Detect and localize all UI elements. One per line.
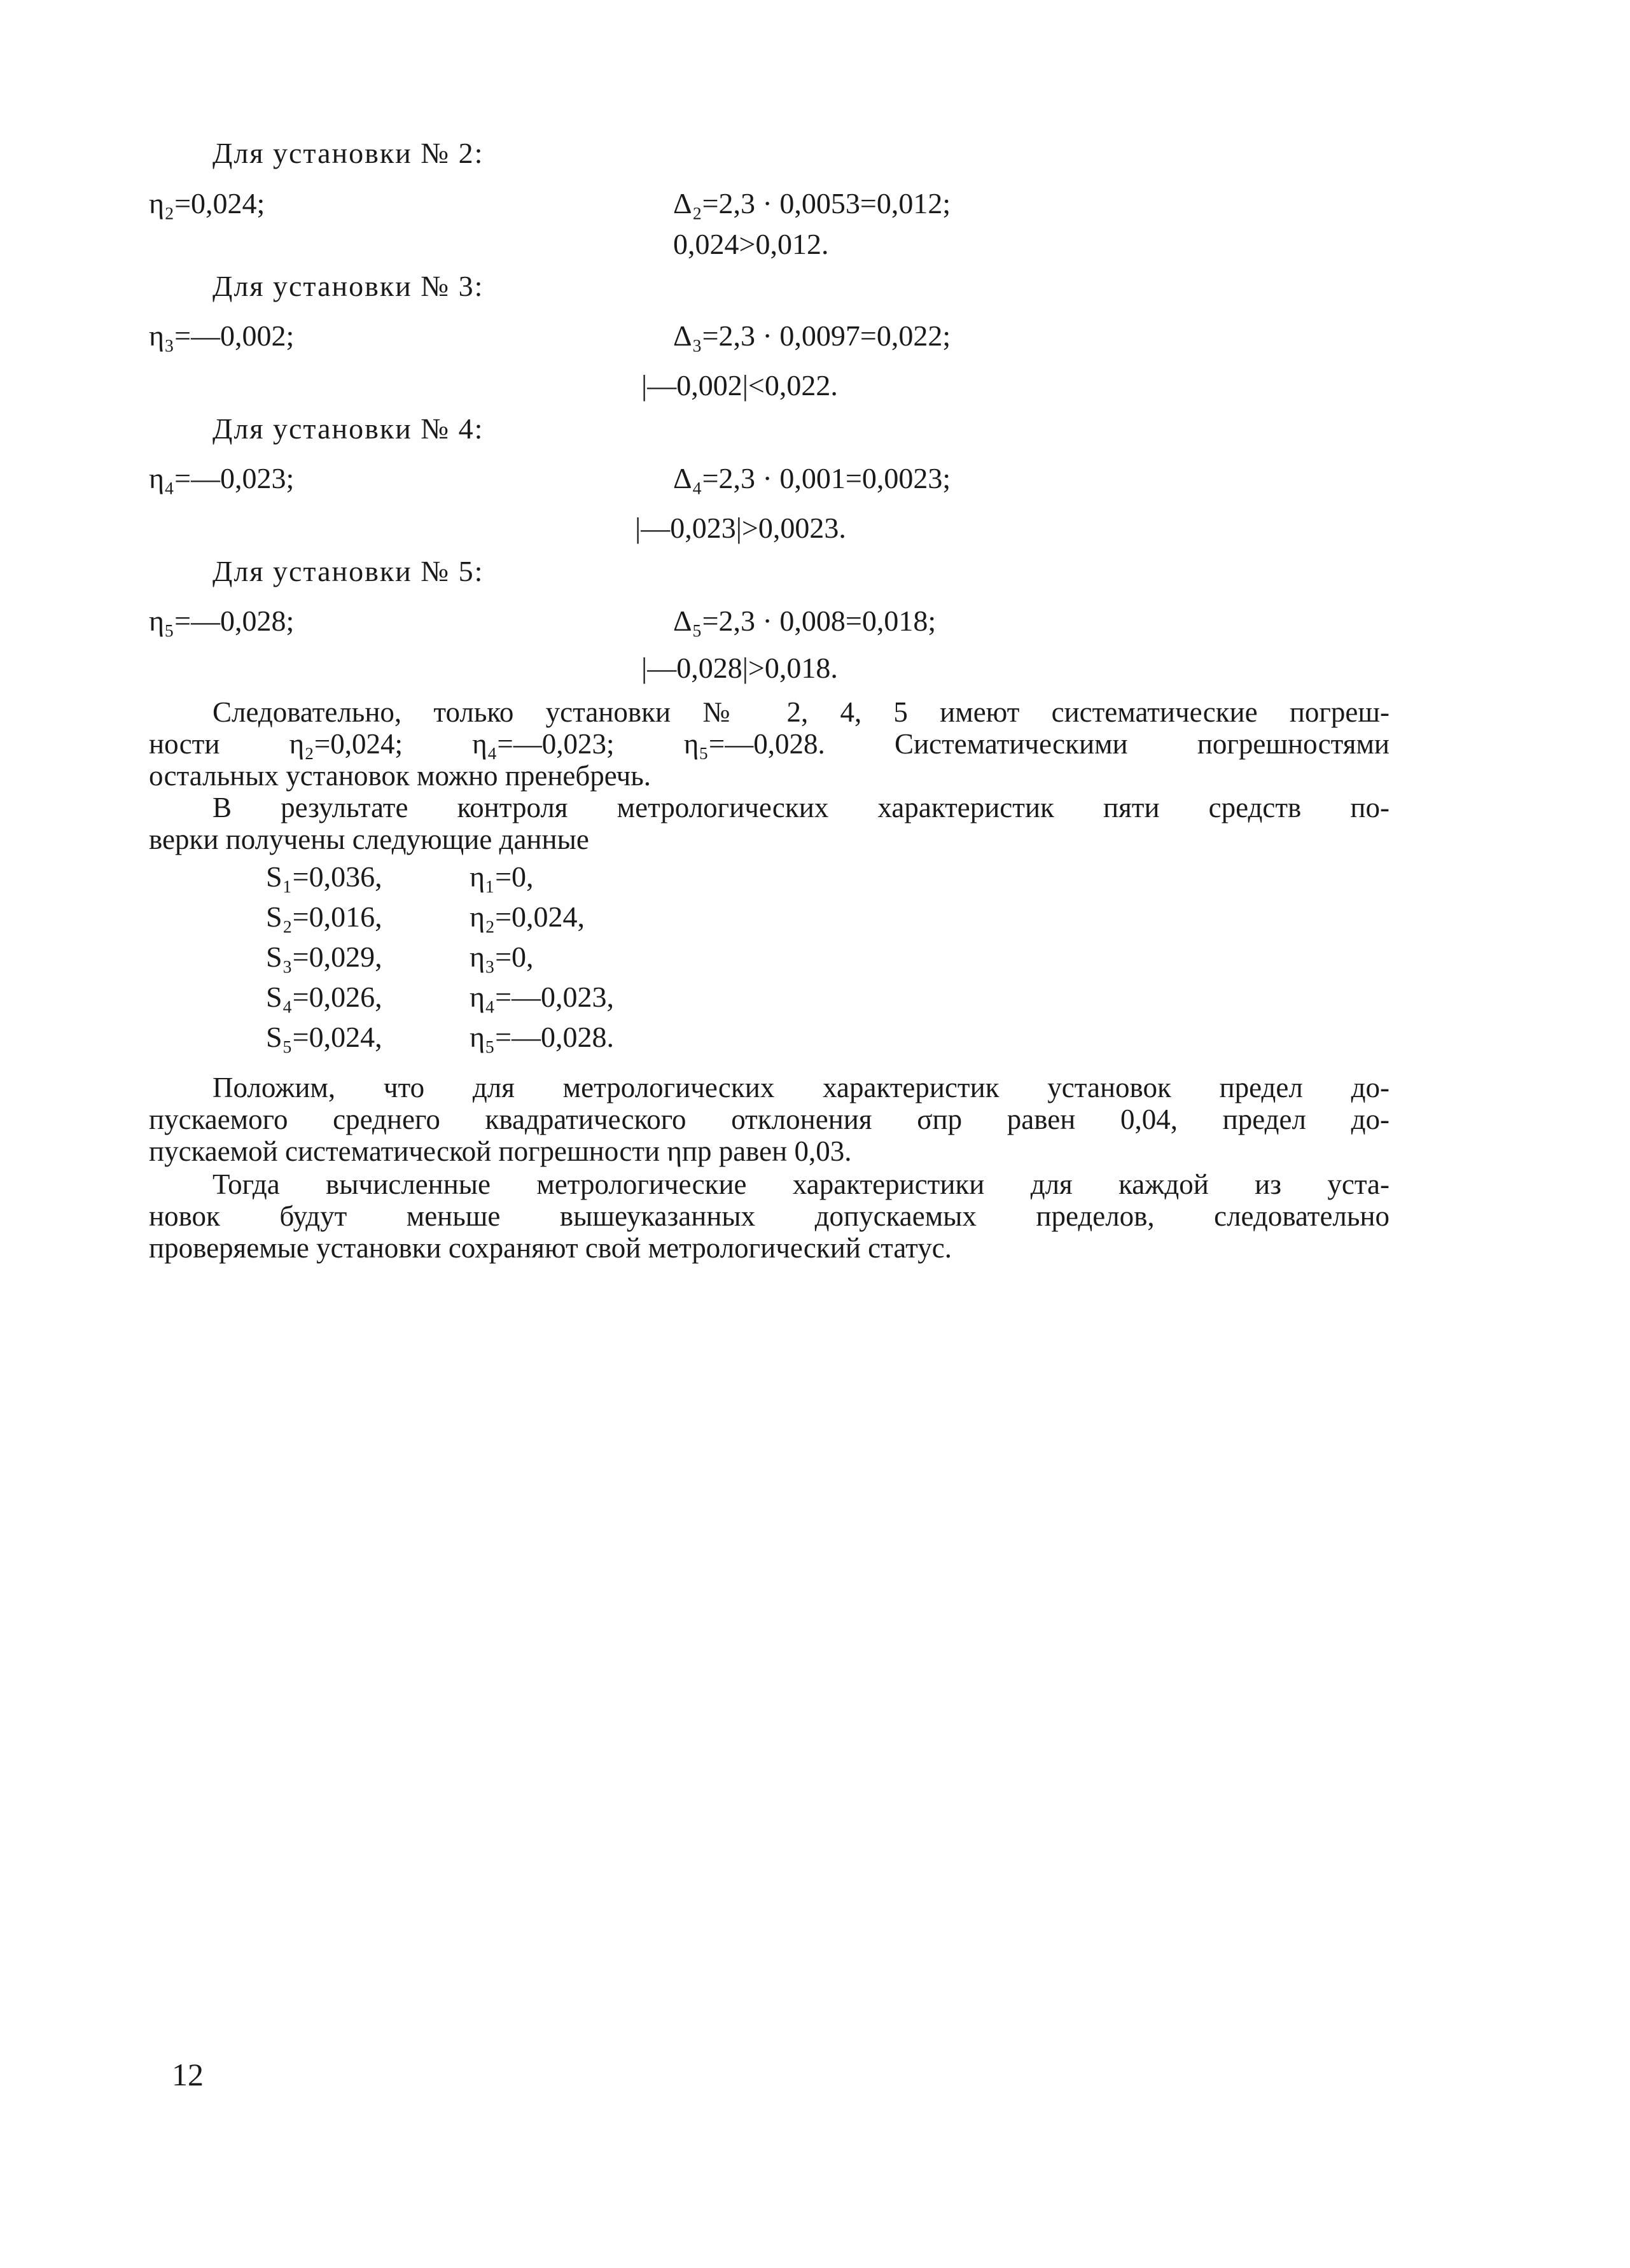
data-row-s1: S₁=0,036, <box>266 860 382 893</box>
data-row-eta3: η₃=0, <box>470 941 534 973</box>
results-intro-line: верки получены следующие данные <box>149 823 589 855</box>
data-row-eta1: η₁=0, <box>470 860 534 893</box>
conclusion-line: ности η₂=0,024; η₄=—0,023; η₅=—0,028. Систематическими погрешностями <box>149 728 1390 760</box>
delta-formula-4: Δ₄=2,3 · 0,001=0,0023; <box>673 462 951 494</box>
eta-value-3: η₃=—0,002; <box>149 319 295 352</box>
final-paragraph <box>149 1168 1390 1264</box>
assumption-line: пускаемого среднего квадратического отклонения σпр равен 0,04, предел до- <box>149 1103 1390 1135</box>
eta-value-5: η₅=—0,028; <box>149 605 295 637</box>
results-intro-line: В результате контроля метрологических характеристик пяти средств по- <box>212 792 1390 823</box>
assumption-paragraph <box>149 1072 1390 1167</box>
data-row-eta2: η₂=0,024, <box>470 900 585 933</box>
data-row-s2: S₂=0,016, <box>266 900 382 933</box>
data-row-eta5: η₅=—0,028. <box>470 1021 615 1053</box>
delta-formula-2: Δ₂=2,3 · 0,0053=0,012; <box>673 187 951 220</box>
data-row-s4: S₄=0,026, <box>266 981 382 1013</box>
data-row-s3: S₃=0,029, <box>266 941 382 973</box>
eta-value-2: η₂=0,024; <box>149 187 265 220</box>
assumption-line: Положим, что для метрологических характеристик установок предел до- <box>212 1072 1390 1103</box>
comparison-2: 0,024>0,012. <box>673 228 829 260</box>
section-heading-2: Для установки № 2: <box>212 137 484 169</box>
comparison-4: |—0,023|>0,0023. <box>635 512 846 544</box>
conclusion-paragraph <box>149 696 1390 792</box>
delta-formula-3: Δ₃=2,3 · 0,0097=0,022; <box>673 319 951 352</box>
assumption-line: пускаемой систематической погрешности ηпр равен 0,03. <box>149 1135 852 1167</box>
section-heading-3: Для установки № 3: <box>212 270 484 302</box>
comparison-3: |—0,002|<0,022. <box>641 369 838 402</box>
delta-formula-5: Δ₅=2,3 · 0,008=0,018; <box>673 605 937 637</box>
comparison-5: |—0,028|>0,018. <box>641 652 838 684</box>
data-row-s5: S₅=0,024, <box>266 1021 382 1053</box>
final-line: новок будут меньше вышеуказанных допускаемых пределов, следовательно <box>149 1200 1390 1232</box>
results-intro-paragraph <box>149 792 1390 855</box>
conclusion-line: остальных установок можно пренебречь. <box>149 760 651 792</box>
eta-value-4: η₄=—0,023; <box>149 462 295 494</box>
section-heading-4: Для установки № 4: <box>212 412 484 445</box>
page-number: 12 <box>172 2057 204 2092</box>
final-line: Тогда вычисленные метрологические характеристики для каждой из уста- <box>212 1168 1390 1200</box>
data-row-eta4: η₄=—0,023, <box>470 981 615 1013</box>
conclusion-line: Следовательно, только установки № 2, 4, 5 имеют систематические погреш- <box>212 696 1390 728</box>
section-heading-5: Для установки № 5: <box>212 555 484 587</box>
final-line: проверяемые установки сохраняют свой метрологический статус. <box>149 1232 952 1264</box>
